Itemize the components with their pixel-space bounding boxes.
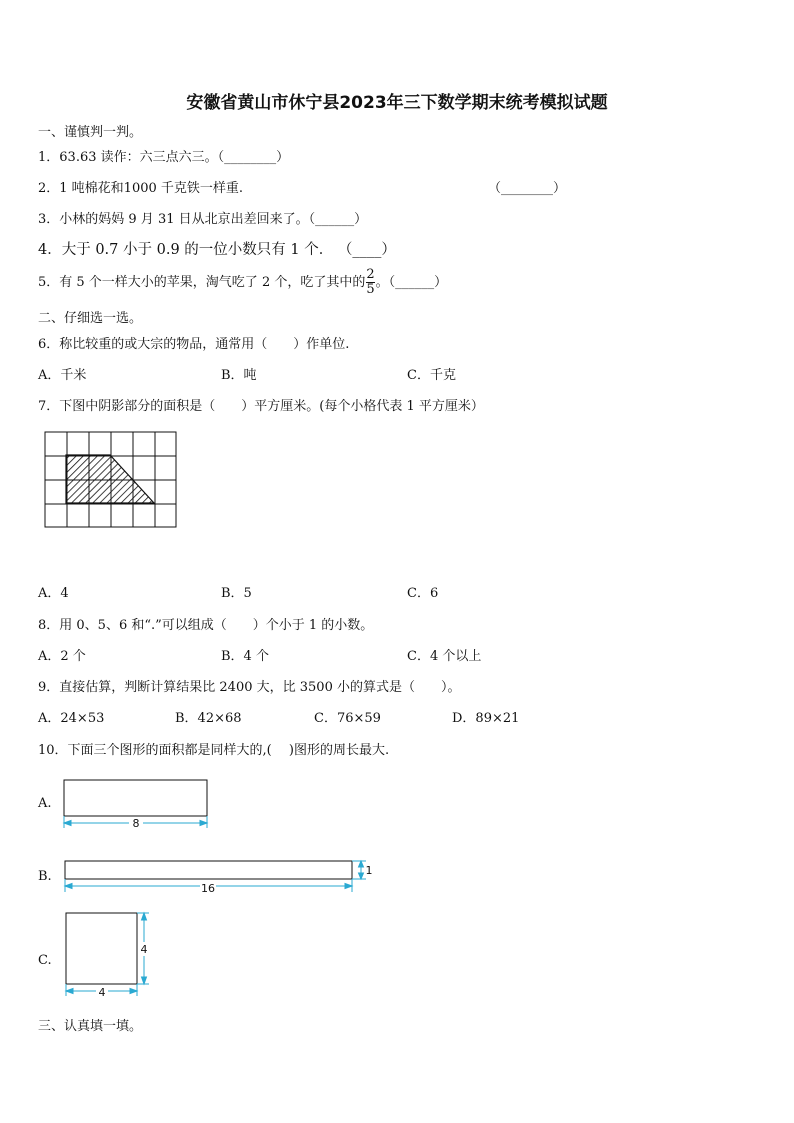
question-3: 3．小林的妈妈 9 月 31 日从北京出差回来了。（______） <box>38 212 368 227</box>
rectangle-a <box>64 780 207 816</box>
q9-option-b: B．42×68 <box>175 711 242 726</box>
question-8: 8．用 0、5、6 和“.”可以组成（ ）个小于 1 的小数。 <box>38 618 374 633</box>
question-9: 9．直接估算，判断计算结果比 2400 大，比 3500 小的算式是（ ）。 <box>38 680 461 695</box>
grid-lines <box>45 432 176 527</box>
figure-b-label: B. <box>38 869 52 884</box>
figure-c-label: C. <box>38 953 52 968</box>
question-4: 4．大于 0.7 小于 0.9 的一位小数只有 1 个． （____） <box>38 242 396 258</box>
fraction-numerator: 2 <box>366 267 375 282</box>
dimension-c-width: 4 <box>98 986 106 999</box>
square-c <box>66 913 137 984</box>
question-10: 10．下面三个图形的面积都是同样大的,( )图形的周长最大. <box>38 743 390 758</box>
dimension-b-height: 1 <box>365 864 373 877</box>
q6-option-b: B．吨 <box>221 368 257 383</box>
question-2: 2．1 吨棉花和1000 千克铁一样重. <box>38 181 244 196</box>
fraction-denominator: 5 <box>366 282 375 297</box>
q9-option-d: D．89×21 <box>452 711 520 726</box>
figure-b <box>60 856 380 898</box>
question-1: 1．63.63 读作：六三点六三。（________） <box>38 150 290 165</box>
page-title: 安徽省黄山市休宁县2023年三下数学期末统考模拟试题 <box>186 93 608 113</box>
dimension-b-width: 16 <box>201 882 215 895</box>
q7-option-a: A．4 <box>38 586 69 601</box>
dimension-c-height: 4 <box>140 943 148 956</box>
fraction <box>366 268 374 297</box>
q6-option-c: C．千克 <box>407 368 456 383</box>
q8-option-c: C．4 个以上 <box>407 649 482 664</box>
rectangle-b <box>65 861 352 879</box>
question-6: 6．称比较重的或大宗的物品，通常用（ ）作单位. <box>38 337 350 352</box>
grid-figure <box>44 431 178 529</box>
section-heading-3: 三、认真填一填。 <box>38 1019 143 1034</box>
question-5-text: 5．有 5 个一样大小的苹果，淘气吃了 2 个，吃了其中的 <box>38 275 366 290</box>
question-2-blank: （________） <box>488 181 567 196</box>
q8-option-b: B．4 个 <box>221 649 269 664</box>
q9-option-c: C．76×59 <box>314 711 381 726</box>
figure-a-label: A. <box>38 796 52 811</box>
question-5 <box>38 268 447 297</box>
q6-option-a: A．千米 <box>38 368 87 383</box>
section-heading-1: 一、谨慎判一判。 <box>38 125 143 140</box>
figure-a <box>60 776 212 832</box>
section-heading-2: 二、仔细选一选。 <box>38 311 143 326</box>
shaded-region <box>66 455 154 503</box>
q7-option-c: C．6 <box>407 586 439 601</box>
q9-option-a: A．24×53 <box>38 711 105 726</box>
q7-option-b: B．5 <box>221 586 252 601</box>
question-5-blank: 。（______） <box>375 275 448 290</box>
figure-c <box>60 908 156 1000</box>
dimension-a-width: 8 <box>132 817 140 830</box>
q8-option-a: A．2 个 <box>38 649 86 664</box>
question-7: 7．下图中阴影部分的面积是（ ）平方厘米。(每个小格代表 1 平方厘米） <box>38 399 484 414</box>
